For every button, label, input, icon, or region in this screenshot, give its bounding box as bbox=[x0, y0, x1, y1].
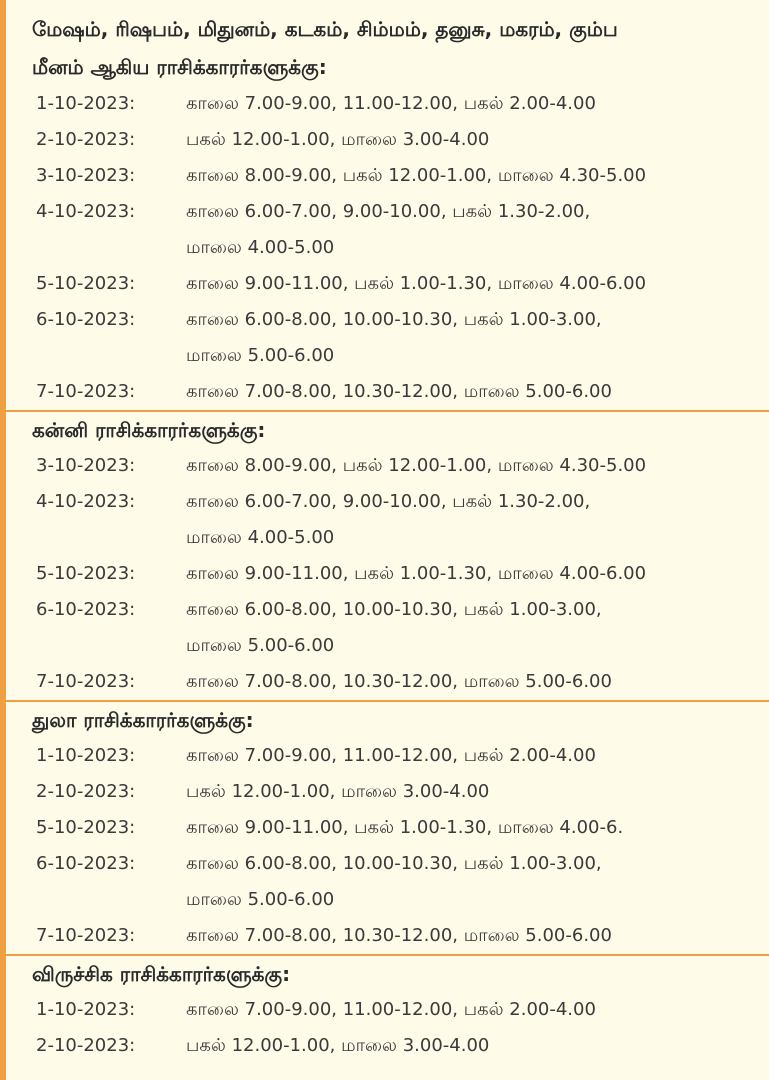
entry-date: 1-10-2023: bbox=[36, 93, 136, 114]
entry-date: 2-10-2023: bbox=[36, 129, 136, 150]
time-line: காலை 7.00-8.00, 10.30-12.00, மாலை 5.00-6.00 bbox=[186, 925, 612, 946]
time-line: காலை 6.00-7.00, 9.00-10.00, பகல் 1.30-2.00, bbox=[186, 201, 591, 222]
date-entry bbox=[6, 194, 769, 266]
time-line: காலை 6.00-8.00, 10.00-10.30, பகல் 1.00-3.00, bbox=[186, 309, 602, 330]
time-line: காலை 7.00-9.00, 11.00-12.00, பகல் 2.00-4.00 bbox=[186, 93, 596, 114]
entry-date: 5-10-2023: bbox=[36, 817, 136, 838]
section-viruchigam bbox=[6, 956, 769, 1064]
entry-times bbox=[186, 592, 769, 664]
entry-times bbox=[186, 266, 769, 302]
date-entry bbox=[6, 158, 769, 194]
entry-date: 5-10-2023: bbox=[36, 273, 136, 294]
entry-date: 3-10-2023: bbox=[36, 165, 136, 186]
section-heading bbox=[6, 412, 769, 448]
date-entry bbox=[6, 374, 769, 410]
section-heading bbox=[6, 0, 769, 86]
entry-date: 1-10-2023: bbox=[36, 999, 136, 1020]
date-entry bbox=[6, 664, 769, 700]
time-line: காலை 8.00-9.00, பகல் 12.00-1.00, மாலை 4.30-5.00 bbox=[186, 165, 647, 186]
date-entry bbox=[6, 1028, 769, 1064]
time-line: காலை 7.00-8.00, 10.30-12.00, மாலை 5.00-6.00 bbox=[186, 381, 612, 402]
section-mesham-group bbox=[6, 0, 769, 412]
entry-date: 6-10-2023: bbox=[36, 853, 136, 874]
time-line: காலை 9.00-11.00, பகல் 1.00-1.30, மாலை 4.00-6. bbox=[186, 817, 624, 838]
time-line: பகல் 12.00-1.00, மாலை 3.00-4.00 bbox=[186, 781, 490, 802]
time-line: காலை 6.00-8.00, 10.00-10.30, பகல் 1.00-3.00, bbox=[186, 599, 602, 620]
entry-times bbox=[186, 122, 769, 158]
heading-line: கன்னி ராசிக்காரர்களுக்கு: bbox=[32, 418, 266, 442]
time-line: மாலை 4.00-5.00 bbox=[186, 527, 335, 548]
entry-date: 7-10-2023: bbox=[36, 381, 136, 402]
date-entry bbox=[6, 846, 769, 918]
entry-times bbox=[186, 918, 769, 954]
entry-times bbox=[186, 556, 769, 592]
entry-date: 7-10-2023: bbox=[36, 671, 136, 692]
entry-date: 2-10-2023: bbox=[36, 1035, 136, 1056]
entry-date: 6-10-2023: bbox=[36, 599, 136, 620]
entry-times bbox=[186, 374, 769, 410]
entry-date: 2-10-2023: bbox=[36, 781, 136, 802]
heading-line: விருச்சிக ராசிக்காரர்களுக்கு: bbox=[32, 962, 291, 986]
time-line: காலை 8.00-9.00, பகல் 12.00-1.00, மாலை 4.30-5.00 bbox=[186, 455, 647, 476]
date-entry bbox=[6, 122, 769, 158]
entry-times bbox=[186, 448, 769, 484]
time-line: மாலை 5.00-6.00 bbox=[186, 635, 335, 656]
entry-times bbox=[186, 810, 769, 846]
time-line: காலை 9.00-11.00, பகல் 1.00-1.30, மாலை 4.00-6.00 bbox=[186, 273, 647, 294]
time-line: காலை 6.00-8.00, 10.00-10.30, பகல் 1.00-3.00, bbox=[186, 853, 602, 874]
heading-line: மேஷம், ரிஷபம், மிதுனம், கடகம், சிம்மம், தனுசு, மகரம், கும்ப bbox=[32, 17, 618, 41]
entry-date: 3-10-2023: bbox=[36, 455, 136, 476]
entry-times bbox=[186, 664, 769, 700]
entry-date: 4-10-2023: bbox=[36, 491, 136, 512]
time-line: பகல் 12.00-1.00, மாலை 3.00-4.00 bbox=[186, 1035, 490, 1056]
date-entry bbox=[6, 484, 769, 556]
entry-times bbox=[186, 1028, 769, 1064]
heading-line: துலா ராசிக்காரர்களுக்கு: bbox=[32, 708, 254, 732]
date-entry bbox=[6, 918, 769, 954]
entry-date: 7-10-2023: bbox=[36, 925, 136, 946]
heading-line: மீனம் ஆகிய ராசிக்காரர்களுக்கு: bbox=[32, 55, 327, 79]
entry-times bbox=[186, 738, 769, 774]
date-entry bbox=[6, 592, 769, 664]
date-entry bbox=[6, 774, 769, 810]
section-heading bbox=[6, 702, 769, 738]
date-entry bbox=[6, 266, 769, 302]
date-entry bbox=[6, 992, 769, 1028]
time-line: காலை 9.00-11.00, பகல் 1.00-1.30, மாலை 4.00-6.00 bbox=[186, 563, 647, 584]
entry-times bbox=[186, 194, 769, 266]
section-thula bbox=[6, 702, 769, 956]
time-line: காலை 7.00-9.00, 11.00-12.00, பகல் 2.00-4.00 bbox=[186, 999, 596, 1020]
entry-date: 1-10-2023: bbox=[36, 745, 136, 766]
date-entry bbox=[6, 810, 769, 846]
entry-times bbox=[186, 992, 769, 1028]
entry-date: 6-10-2023: bbox=[36, 309, 136, 330]
date-entry bbox=[6, 738, 769, 774]
time-line: பகல் 12.00-1.00, மாலை 3.00-4.00 bbox=[186, 129, 490, 150]
date-entry bbox=[6, 86, 769, 122]
time-line: காலை 7.00-8.00, 10.30-12.00, மாலை 5.00-6.00 bbox=[186, 671, 612, 692]
date-entry bbox=[6, 302, 769, 374]
entry-times bbox=[186, 846, 769, 918]
time-line: காலை 6.00-7.00, 9.00-10.00, பகல் 1.30-2.00, bbox=[186, 491, 591, 512]
date-entry bbox=[6, 556, 769, 592]
entry-date: 4-10-2023: bbox=[36, 201, 136, 222]
date-entry bbox=[6, 448, 769, 484]
time-line: மாலை 5.00-6.00 bbox=[186, 889, 335, 910]
entry-times bbox=[186, 484, 769, 556]
time-line: மாலை 5.00-6.00 bbox=[186, 345, 335, 366]
section-heading bbox=[6, 956, 769, 992]
section-kanni bbox=[6, 412, 769, 702]
entry-date: 5-10-2023: bbox=[36, 563, 136, 584]
entry-times bbox=[186, 158, 769, 194]
time-line: காலை 7.00-9.00, 11.00-12.00, பகல் 2.00-4.00 bbox=[186, 745, 596, 766]
entry-times bbox=[186, 774, 769, 810]
entry-times bbox=[186, 302, 769, 374]
entry-times bbox=[186, 86, 769, 122]
time-line: மாலை 4.00-5.00 bbox=[186, 237, 335, 258]
